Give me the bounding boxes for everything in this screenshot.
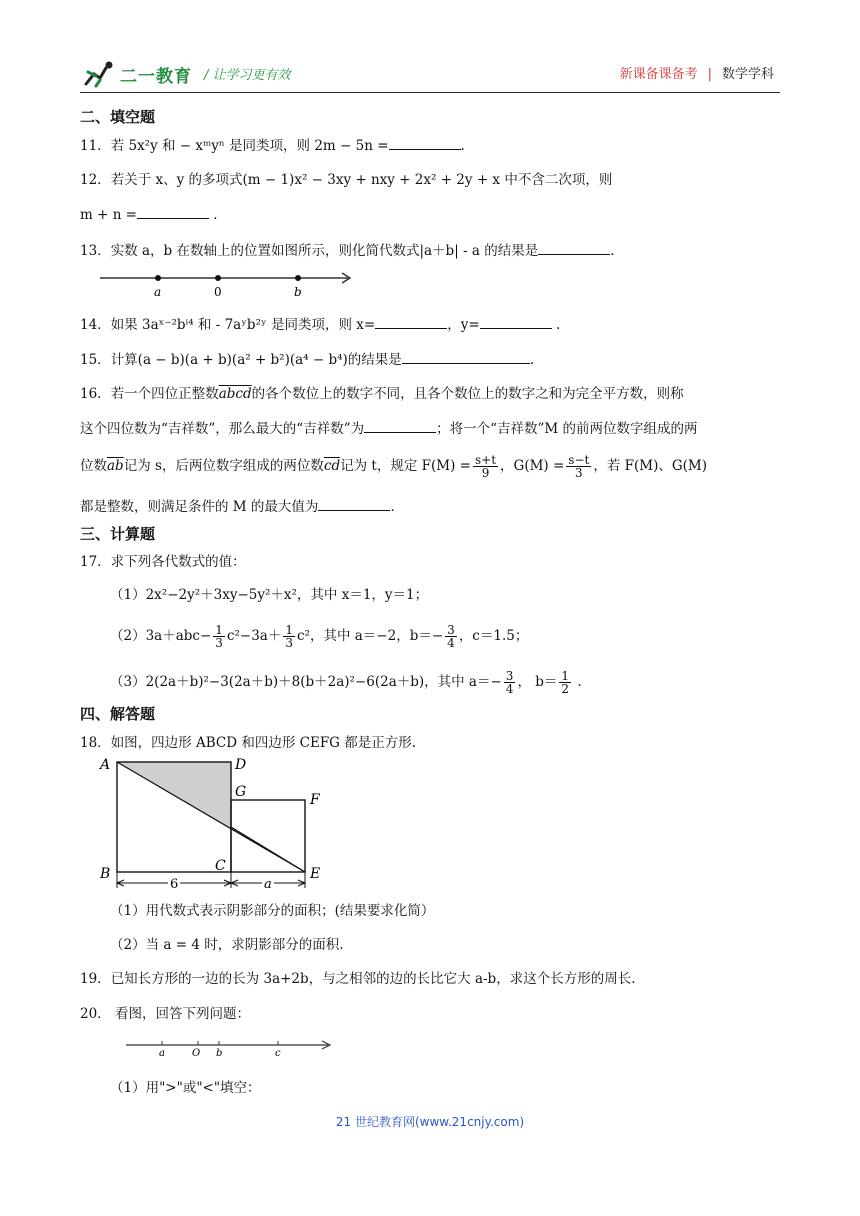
label-b: b <box>216 1048 223 1059</box>
question-17-part1: （1）2x²−2y²＋3xy−5y²＋x²，其中 x＝1，y＝1； <box>110 587 429 603</box>
section-fill-title: 二、填空题 <box>80 108 156 126</box>
question-text: c²−3a＋ <box>226 628 282 644</box>
question-number: 12． <box>80 172 111 188</box>
header-subject-label: 数学学科 <box>721 67 774 82</box>
label-O: O <box>192 1048 201 1059</box>
header-divider <box>80 92 780 93</box>
square-CEFG <box>231 800 305 872</box>
label-G: G <box>235 784 247 800</box>
label-a: a <box>264 877 272 892</box>
fraction-denominator: 2 <box>561 682 570 696</box>
number-line-q20 <box>122 1036 338 1060</box>
line-GE <box>231 827 305 872</box>
question-number: 18． <box>80 735 111 751</box>
question-16-line2 <box>80 418 698 439</box>
question-end: . <box>577 674 582 690</box>
label-C: C <box>215 858 226 874</box>
question-14 <box>80 314 560 335</box>
question-end: . <box>555 317 561 333</box>
answer-blank-max[interactable] <box>364 418 436 433</box>
question-17-part3 <box>110 670 582 695</box>
question-16-line3 <box>80 454 707 479</box>
answer-blank[interactable] <box>137 204 209 219</box>
fraction-denominator: 3 <box>574 466 583 480</box>
question-text: 位数 <box>80 458 107 474</box>
answer-blank[interactable] <box>538 240 610 255</box>
question-number: 19． <box>80 971 111 987</box>
fraction-denominator: 4 <box>447 636 455 650</box>
question-number: 13． <box>80 243 111 259</box>
header-slogan: / 让学习更有效 <box>204 68 291 83</box>
question-end: . <box>390 499 395 515</box>
fraction-G <box>566 454 591 479</box>
question-text: （2）3a＋abc− <box>110 628 212 644</box>
question-12 <box>80 170 612 190</box>
question-text: ，c＝1.5； <box>458 628 529 644</box>
question-text: ，G(M) = <box>500 458 565 474</box>
label-b: b <box>294 285 302 299</box>
question-17-part2 <box>110 624 528 649</box>
fraction <box>445 624 457 649</box>
fraction-numerator: 1 <box>285 623 293 637</box>
fraction-numerator: 3 <box>447 623 455 637</box>
label-D: D <box>235 757 247 773</box>
answer-blank[interactable] <box>389 135 461 150</box>
question-text: 若关于 x、y 的多项式(m − 1)x² − 3xy + nxy + 2x² + 2y + x 中不含二次项，则 <box>110 172 613 188</box>
label-a: a <box>159 1048 165 1059</box>
fraction <box>559 670 571 695</box>
point-b <box>295 275 301 281</box>
question-number: 16． <box>80 386 111 402</box>
question-12-line2 <box>80 204 218 225</box>
question-text: 计算(a − b)(a + b)(a² + b²)(a⁴ − b⁴)的结果是 <box>110 352 402 368</box>
fraction <box>213 624 225 649</box>
question-text: c²，其中 a＝−2，b＝− <box>297 628 444 644</box>
number-line-q13 <box>98 268 358 300</box>
question-15 <box>80 349 534 370</box>
point-0 <box>215 275 221 281</box>
question-number: 14． <box>80 317 111 333</box>
answer-blank[interactable] <box>402 349 530 364</box>
answer-blank-m[interactable] <box>318 496 390 511</box>
label-0: 0 <box>214 285 222 299</box>
question-text: 记为 t，规定 F(M) = <box>340 458 471 474</box>
question-text: ，若 F(M)、G(M) <box>593 458 707 474</box>
logo-text: 二一教育 <box>120 67 192 87</box>
fraction-numerator: 1 <box>215 623 223 637</box>
overline-abcd: abcd <box>218 386 252 402</box>
question-13 <box>80 240 615 261</box>
fraction-numerator: 1 <box>561 669 570 683</box>
fraction-denominator: 3 <box>215 636 223 650</box>
question-text: 记为 s，后两位数字组成的两位数 <box>123 458 324 474</box>
question-text: 的各个数位上的数字不同，且各个数位上的数字之和为完全平方数，则称 <box>251 386 684 402</box>
question-text: 已知长方形的一边的长为 3a+2b，与之相邻的边的长比它大 a-b，求这个长方形的周长. <box>110 971 636 987</box>
question-text: （3）2(2a＋b)²−3(2a＋b)＋8(b＋2a)²−6(2a＋b)，其中 a＝− <box>110 674 502 690</box>
question-text: 若 5x²y 和 − xᵐyⁿ 是同类项，则 2m − 5n = <box>110 138 389 154</box>
question-end: . <box>460 138 465 154</box>
fraction-denominator: 4 <box>505 682 514 696</box>
overline-cd: $\overline{cd}$ <box>323 458 341 474</box>
header-brand <box>82 58 332 90</box>
question-text: ， b＝ <box>517 674 558 690</box>
question-16-line4 <box>80 496 395 517</box>
answer-blank-y[interactable] <box>480 314 552 329</box>
label-B: B <box>100 866 111 882</box>
question-11 <box>80 135 465 156</box>
fraction <box>283 624 295 649</box>
question-19 <box>80 969 636 989</box>
point-a <box>155 275 161 281</box>
label-A: A <box>100 757 111 773</box>
question-text: 如果 3aˣ⁻²bⁱ⁴ 和 ‑ 7aʸb²ʸ 是同类项，则 x= <box>110 317 376 333</box>
question-number: 20． <box>80 1006 111 1022</box>
fraction <box>504 670 516 695</box>
question-16 <box>80 384 684 404</box>
question-text: m + n = <box>80 207 137 223</box>
header-course-label: 新课备课备考 <box>619 67 698 82</box>
question-17 <box>80 552 246 572</box>
overline-ab: $\overline{ab}$ <box>107 458 124 474</box>
answer-blank-x[interactable] <box>375 314 447 329</box>
question-text: 若一个四位正整数 <box>110 386 219 402</box>
question-end: . <box>610 243 615 259</box>
fraction-F <box>473 454 498 479</box>
footer-source[interactable]: 21 世纪教育网(www.21cnjy.com) <box>335 1115 525 1129</box>
label-c: c <box>275 1048 281 1059</box>
question-18 <box>80 733 416 753</box>
fraction-denominator: 9 <box>481 466 490 480</box>
question-text: 看图，回答下列问题： <box>110 1006 250 1022</box>
question-number: 11． <box>80 138 111 154</box>
fraction-denominator: 3 <box>285 636 293 650</box>
question-text: 实数 a，b 在数轴上的位置如图所示，则化简代数式|a＋b| ‑ a 的结果是 <box>110 243 539 259</box>
fraction-numerator: s+t <box>474 453 497 467</box>
question-20-part1: （1）用">"或"<"填空： <box>110 1080 261 1096</box>
question-number: 17． <box>80 554 111 570</box>
section-calc-title: 三、计算题 <box>80 525 156 543</box>
question-end: . <box>213 207 218 223</box>
fraction-numerator: s−t <box>568 453 590 467</box>
question-text: 都是整数，则满足条件的 M 的最大值为 <box>80 499 319 515</box>
header-separator: | <box>707 67 712 82</box>
question-18-part1: （1）用代数式表示阴影部分的面积；(结果要求化简） <box>110 903 435 919</box>
header-subject <box>620 63 774 82</box>
section-answer-title: 四、解答题 <box>80 705 156 723</box>
question-end: . <box>529 352 535 368</box>
question-text: 求下列各代数式的值： <box>110 554 246 570</box>
label-E: E <box>310 866 321 882</box>
question-text: 这个四位数为“吉祥数”，那么最大的“吉祥数”为 <box>80 421 365 437</box>
question-20 <box>80 1004 250 1024</box>
label-6: 6 <box>170 877 179 892</box>
question-text: 如图，四边形 ABCD 和四边形 CEFG 都是正方形. <box>110 735 417 751</box>
question-text: ；将一个“吉祥数”M 的前两位数字组成的两 <box>436 421 698 437</box>
fraction-numerator: 3 <box>505 669 514 683</box>
question-text-mid: ，y= <box>447 317 480 333</box>
label-a: a <box>154 285 162 299</box>
squares-diagram <box>96 752 332 894</box>
question-18-part2: （2）当 a = 4 时，求阴影部分的面积. <box>110 937 344 953</box>
label-F: F <box>310 792 320 808</box>
question-number: 15． <box>80 352 111 368</box>
